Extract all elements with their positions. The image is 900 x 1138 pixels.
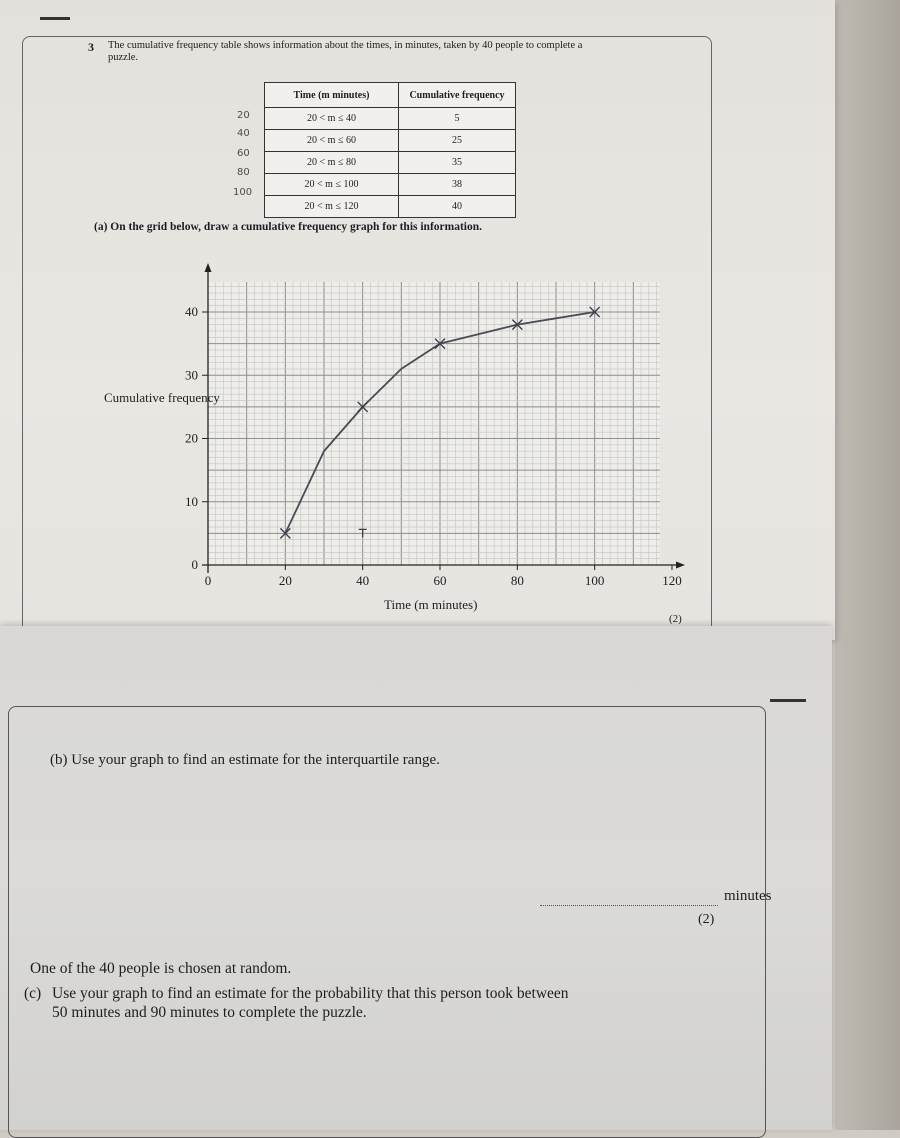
table-cell: 20 < m ≤ 60: [265, 130, 399, 152]
y-tick-label: 20: [185, 430, 198, 446]
part-c-line-1: Use your graph to find an estimate for the probability that this person took between: [52, 985, 569, 1002]
question-number: 3: [88, 40, 94, 54]
random-choice-statement: One of the 40 people is chosen at random.: [30, 960, 292, 977]
table-cell: 40: [399, 196, 516, 218]
x-tick-label: 40: [356, 573, 370, 588]
table-cell: 20 < m ≤ 40: [265, 108, 399, 130]
handwritten-note: 80: [237, 167, 250, 178]
y-axis-arrow: [205, 263, 212, 272]
x-tick-label: 20: [278, 573, 292, 588]
part-b-marks: (2): [698, 912, 715, 927]
question-frame-bottom: [8, 706, 766, 1138]
x-axis-arrow: [676, 562, 685, 569]
table-cell: 25: [399, 130, 516, 152]
table-cell: 20 < m ≤ 80: [265, 152, 399, 174]
table-header: Time (m minutes): [265, 83, 399, 108]
table-cell: 35: [399, 152, 516, 174]
handwritten-note: 40: [237, 128, 250, 139]
table-cell: 20 < m ≤ 100: [265, 174, 399, 196]
part-a-instruction: (a) On the grid below, draw a cumulative frequency graph for this information.: [94, 221, 483, 233]
part-b-answer-line[interactable]: [540, 905, 718, 906]
table-cell: 20 < m ≤ 120: [265, 196, 399, 218]
x-tick-label: 60: [433, 573, 447, 588]
part-b-answer-unit: minutes: [724, 888, 772, 904]
handwritten-note: 60: [237, 148, 250, 159]
x-tick-label: 80: [510, 573, 524, 588]
graph-grid: [208, 282, 660, 565]
table-cell: 38: [399, 174, 516, 196]
part-c-label: (c): [24, 985, 42, 1002]
table-cell: 5: [399, 108, 516, 130]
x-tick-label: 0: [204, 573, 212, 588]
x-tick-label: 100: [584, 573, 605, 588]
y-tick-label: 30: [185, 367, 198, 383]
part-a-marks: (2): [669, 613, 682, 625]
x-axis-label: Time (m minutes): [384, 597, 478, 612]
question-intro: The cumulative frequency table shows information about the times, in minutes, taken by 40 people to complete a puzzle.: [108, 40, 583, 63]
handwritten-note: 100: [233, 187, 253, 198]
handwritten-note: 20: [237, 110, 250, 121]
y-axis-label: Cumulative frequency: [104, 390, 220, 405]
part-b-instruction: (b) Use your graph to find an estimate for the interquartile range.: [50, 752, 440, 768]
page-corner-mark: [770, 699, 806, 702]
part-c-line-2: 50 minutes and 90 minutes to complete the puzzle.: [52, 1004, 367, 1021]
y-tick-label: 10: [185, 493, 198, 509]
part-c-instruction: [24, 984, 724, 1022]
y-tick-label: 40: [185, 304, 198, 319]
x-tick-label: 120: [662, 573, 682, 588]
y-tick-label: 0: [191, 557, 198, 572]
table-header: Cumulative frequency: [399, 83, 516, 108]
